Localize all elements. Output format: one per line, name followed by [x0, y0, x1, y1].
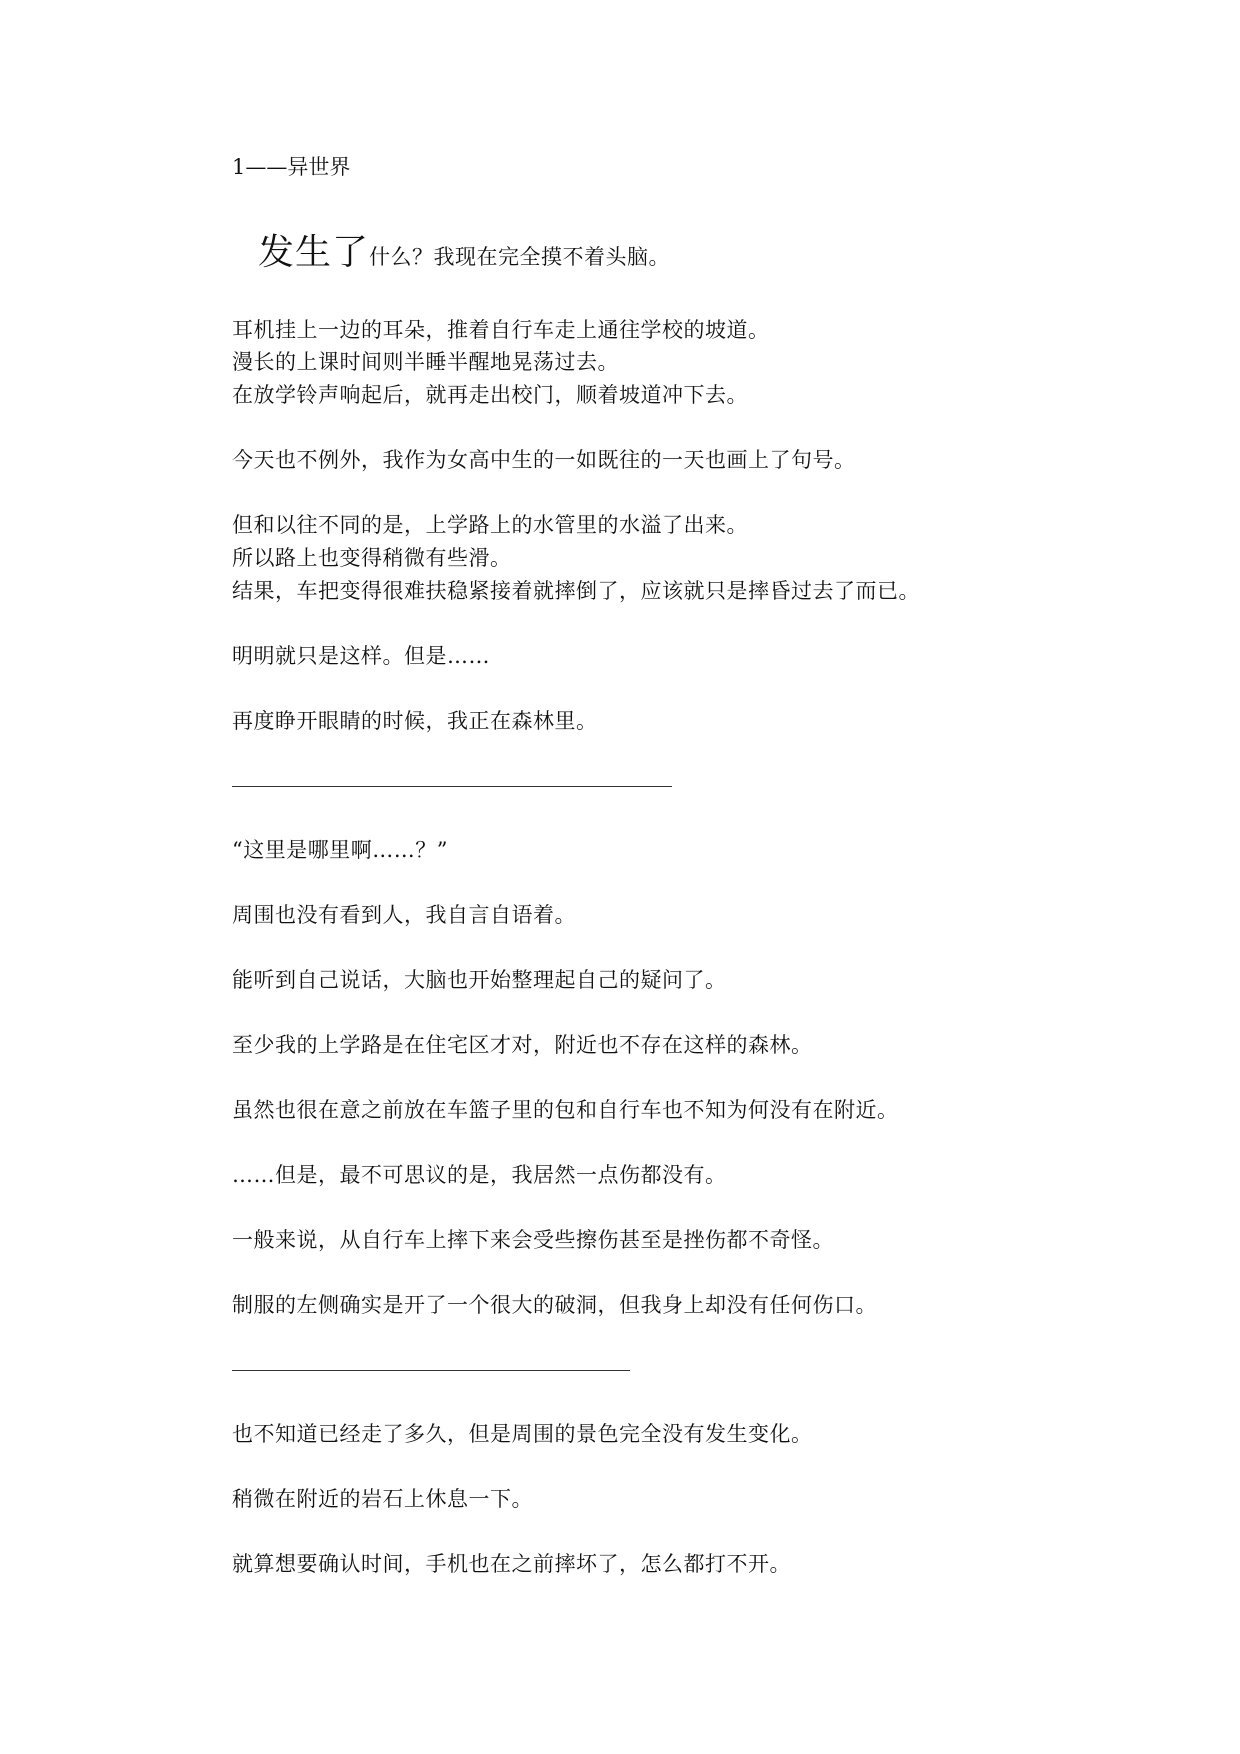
paragraph: 能听到自己说话，大脑也开始整理起自己的疑问了。: [232, 968, 727, 992]
paragraph: 但和以往不同的是，上学路上的水管里的水溢了出来。: [232, 513, 748, 537]
section-divider: [232, 1370, 630, 1371]
paragraph: 再度睁开眼睛的时候，我正在森林里。: [232, 709, 598, 733]
paragraph: 结果，车把变得很难扶稳紧接着就摔倒了，应该就只是摔昏过去了而已。: [232, 579, 920, 603]
paragraph: 在放学铃声响起后，就再走出校门，顺着坡道冲下去。: [232, 383, 748, 407]
opening-line: [258, 229, 670, 281]
opening-dropcap: 发生了: [258, 232, 370, 273]
paragraph: 耳机挂上一边的耳朵，推着自行车走上通往学校的坡道。: [232, 318, 770, 342]
paragraph: 也不知道已经走了多久，但是周围的景色完全没有发生变化。: [232, 1422, 813, 1446]
paragraph: ……但是，最不可思议的是，我居然一点伤都没有。: [232, 1163, 727, 1187]
paragraph: 漫长的上课时间则半睡半醒地晃荡过去。: [232, 350, 619, 374]
paragraph: 就算想要确认时间，手机也在之前摔坏了，怎么都打不开。: [232, 1552, 791, 1576]
paragraph: 所以路上也变得稍微有些滑。: [232, 546, 512, 570]
paragraph: 至少我的上学路是在住宅区才对，附近也不存在这样的森林。: [232, 1033, 813, 1057]
chapter-title: 1——异世界: [232, 155, 351, 179]
paragraph: 制服的左侧确实是开了一个很大的破洞，但我身上却没有任何伤口。: [232, 1293, 877, 1317]
paragraph: 明明就只是这样。但是……: [232, 644, 490, 668]
section-divider: [232, 786, 672, 787]
opening-rest: 什么？我现在完全摸不着头脑。: [369, 245, 671, 269]
paragraph: 虽然也很在意之前放在车篮子里的包和自行车也不知为何没有在附近。: [232, 1098, 899, 1122]
paragraph: “这里是哪里啊……？”: [232, 838, 448, 862]
paragraph: 稍微在附近的岩石上休息一下。: [232, 1487, 533, 1511]
paragraph: 一般来说，从自行车上摔下来会受些擦伤甚至是挫伤都不奇怪。: [232, 1228, 834, 1252]
paragraph: 今天也不例外，我作为女高中生的一如既往的一天也画上了句号。: [232, 448, 856, 472]
paragraph: 周围也没有看到人，我自言自语着。: [232, 903, 576, 927]
